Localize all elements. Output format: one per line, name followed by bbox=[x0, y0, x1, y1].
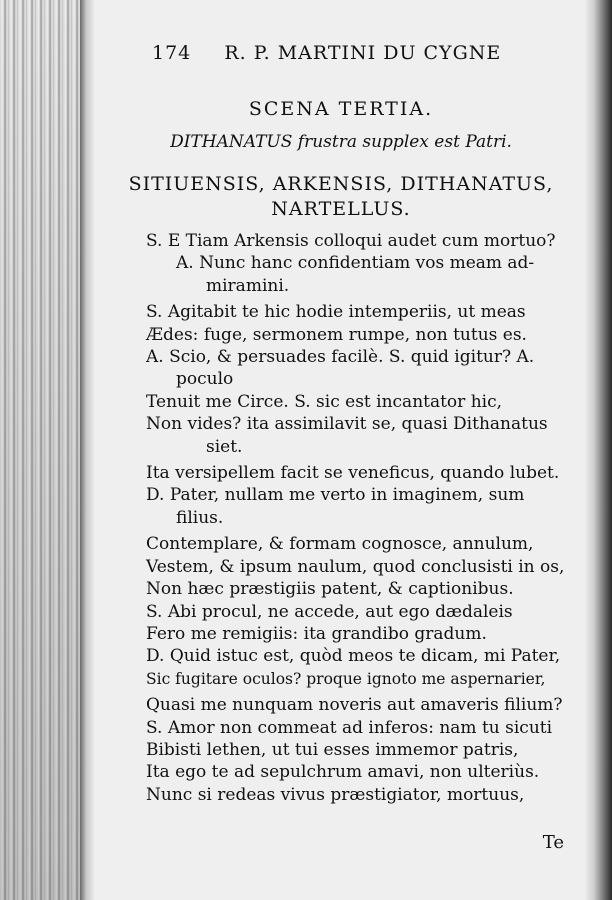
verse-line: Vestem, & ipsum naulum, quod conclusisti in os, bbox=[146, 556, 565, 577]
verse-line: poculo bbox=[176, 369, 234, 390]
running-title: R. P. MARTINI DU CYGNE bbox=[224, 42, 502, 64]
verse-line: Non vides? ita assimilavit se, quasi Dithanatus bbox=[146, 414, 548, 435]
verse-line: Fero me remigiis: ita grandibo gradum. bbox=[146, 623, 487, 644]
verse-line: S. Agitabit te hic hodie intemperiis, ut meas bbox=[146, 302, 526, 323]
verse-line: Ædes: fuge, sermonem rumpe, non tutus es. bbox=[146, 324, 527, 345]
verse-line: A. Scio, & persuades facilè. S. quid igitur? A. bbox=[146, 347, 535, 368]
verse-line: Ita ego te ad sepulchrum amavi, non ulteriùs. bbox=[146, 762, 540, 783]
scene-title: SCENA TERTIA. bbox=[248, 98, 434, 120]
verse-line: D. Pater, nullam me verto in imaginem, sum bbox=[146, 485, 525, 506]
running-header bbox=[152, 42, 582, 64]
verse-line: siet. bbox=[206, 436, 243, 457]
book-page bbox=[96, 0, 586, 900]
verse-line: Sic fugitare oculos? proque ignoto me aspernarier, bbox=[146, 669, 546, 688]
verse-line: Quasi me nunquam noveris aut amaveris filium? bbox=[146, 695, 563, 716]
verse-line: miramini. bbox=[206, 275, 290, 296]
cast-line: SITIUENSIS, ARKENSIS, DITHANATUS, bbox=[128, 173, 554, 195]
verse-line: filius. bbox=[176, 507, 224, 528]
verse-line: Bibisti lethen, ut tui esses immemor patris, bbox=[146, 739, 519, 760]
facing-page-edge bbox=[586, 0, 612, 900]
verse-line: S. Amor non commeat ad inferos: nam tu sicuti bbox=[146, 717, 553, 738]
scene-subtitle: DITHANATUS frustra supplex est Patri. bbox=[170, 132, 512, 152]
verse-line: Nunc si redeas vivus præstigiator, mortuus, bbox=[146, 784, 525, 805]
verse-line: A. Nunc hanc confidentiam vos meam ad- bbox=[176, 253, 535, 274]
verse-line: Tenuit me Circe. S. sic est incantator hic, bbox=[146, 391, 503, 412]
verse-line: S. E Tiam Arkensis colloqui audet cum mortuo? bbox=[146, 231, 556, 251]
verse-line: D. Quid istuc est, quòd meos te dicam, mi Pater, bbox=[146, 646, 561, 667]
catchword: Te bbox=[542, 832, 564, 853]
cast-list bbox=[96, 172, 586, 222]
cast-line: NARTELLUS. bbox=[271, 198, 411, 220]
verse-line: S. Abi procul, ne accede, aut ego dædaleis bbox=[146, 601, 513, 622]
verse-line: Ita versipellem facit se veneficus, quando lubet. bbox=[146, 463, 560, 484]
verse-text bbox=[146, 230, 576, 806]
verse-line: Non hæc præstigiis patent, & captionibus. bbox=[146, 579, 514, 600]
page-number: 174 bbox=[152, 42, 192, 64]
book-gutter bbox=[80, 0, 96, 900]
verse-line: Contemplare, & formam cognosce, annulum, bbox=[146, 534, 534, 555]
